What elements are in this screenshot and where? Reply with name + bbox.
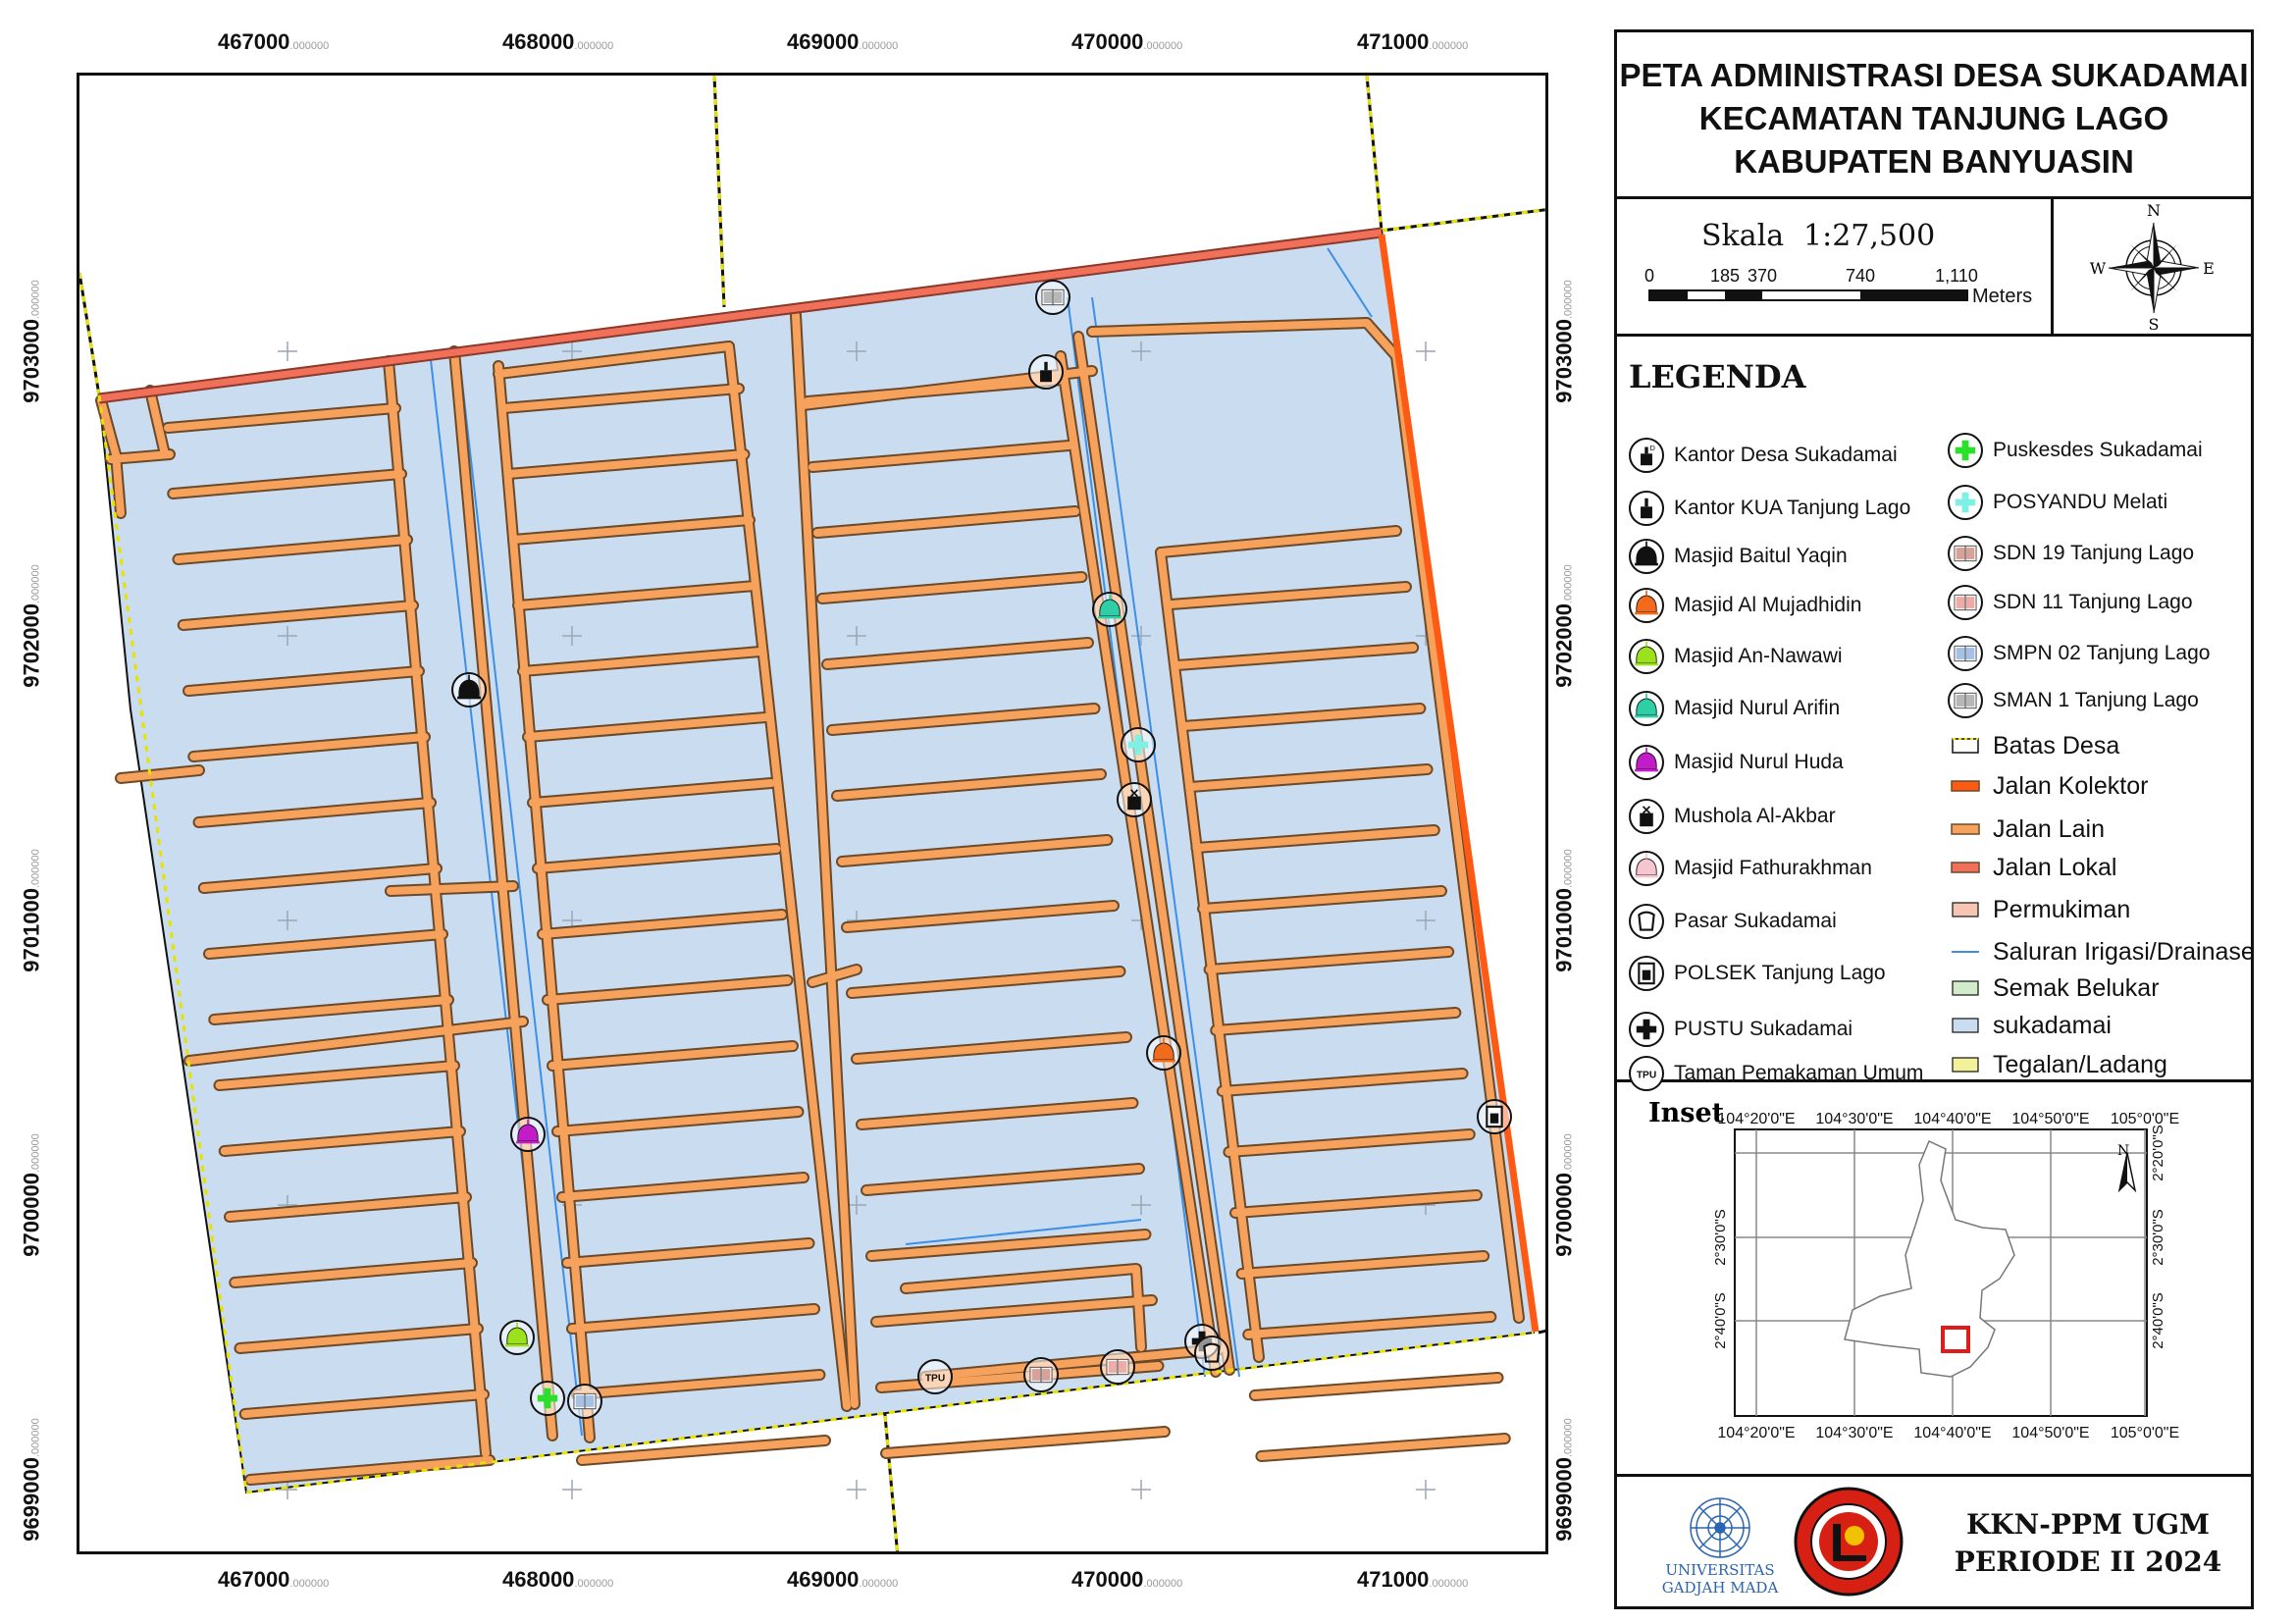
scale-tick-1: 185 <box>1709 266 1741 286</box>
svg-text:2°30'0"S: 2°30'0"S <box>2150 1209 2166 1266</box>
inset-map[interactable] <box>1617 1082 2251 1475</box>
health-cross-icon <box>1946 431 1985 470</box>
legend-item <box>1946 847 2116 888</box>
scale-bar <box>1648 289 1968 301</box>
legend-symbol <box>1627 586 1666 625</box>
poi-marker[interactable] <box>531 1382 564 1415</box>
legend-item <box>1627 688 1840 729</box>
road-line-icon <box>1946 766 1985 806</box>
legend-symbol <box>1946 932 1985 971</box>
village-map[interactable] <box>79 76 1548 1554</box>
legend-label: Saluran Irigasi/Drainase <box>1993 937 2255 966</box>
legend-symbol <box>1946 810 1985 849</box>
legend-item <box>1946 533 2194 574</box>
poi-marker[interactable] <box>1029 355 1063 389</box>
legend-symbol <box>1946 583 1985 622</box>
health-cross-icon <box>1946 483 1985 522</box>
svg-text:GADJAH MADA: GADJAH MADA <box>1661 1579 1779 1597</box>
ugm-logo <box>1656 1491 1784 1597</box>
legend-symbol <box>1946 534 1985 573</box>
legend-label: Masjid An-Nawawi <box>1674 645 1843 667</box>
poi-marker[interactable] <box>1024 1358 1058 1391</box>
legend-label: Puskesdes Sukadamai <box>1993 439 2203 461</box>
north-arrow-box <box>2057 199 2251 334</box>
book-icon <box>1107 1359 1128 1374</box>
svg-text:104°30'0"E: 104°30'0"E <box>1815 1425 1894 1441</box>
police-icon <box>1627 954 1666 993</box>
grid-label-x-bottom: 470000.000000 <box>1071 1567 1183 1592</box>
map-frame[interactable] <box>77 73 1548 1554</box>
svg-text:2°30'0"S: 2°30'0"S <box>1712 1209 1729 1266</box>
legend-symbol <box>1627 849 1666 888</box>
svg-text:2°20'0"S: 2°20'0"S <box>2150 1125 2166 1181</box>
road-segment <box>111 454 170 459</box>
road-segment <box>886 1432 1165 1453</box>
legend-item <box>1627 901 1837 942</box>
mosque-icon <box>1627 689 1666 728</box>
svg-text:104°50'0"E: 104°50'0"E <box>2011 1111 2090 1127</box>
legend-label: Masjid Al Mujadhidin <box>1674 594 1862 616</box>
legend-symbol <box>1627 489 1666 528</box>
svg-text:TPU: TPU <box>924 1373 946 1385</box>
legend-item <box>1627 953 1886 994</box>
svg-text:104°40'0"E: 104°40'0"E <box>1913 1111 1992 1127</box>
poi-marker[interactable] <box>1093 593 1126 626</box>
mosque-icon <box>1627 849 1666 888</box>
svg-text:104°30'0"E: 104°30'0"E <box>1815 1111 1894 1127</box>
area-fill-icon <box>1946 1006 1985 1045</box>
kantor-desa-icon <box>1627 436 1666 475</box>
legend-label: Masjid Fathurakhman <box>1674 857 1872 879</box>
grid-label-y-left: 9702000.000000 <box>19 564 44 688</box>
footer-line1: KKN-PPM UGM <box>1965 1508 2211 1541</box>
footer-line2: PERIODE II 2024 <box>1954 1545 2222 1578</box>
map-title-line3: KABUPATEN BANYUASIN <box>1734 143 2134 180</box>
map-layout-panel <box>1614 29 2254 1609</box>
police-icon <box>1487 1107 1501 1126</box>
inset-block <box>1617 1082 2251 1477</box>
grid-label-x-top: 468000.000000 <box>502 29 614 54</box>
grid-label-x-bottom: 468000.000000 <box>502 1567 614 1592</box>
poi-marker[interactable] <box>452 673 486 707</box>
legend-block <box>1617 337 2255 1084</box>
kkn-ppm-logo <box>1794 1487 1904 1597</box>
legend-symbol <box>1627 1010 1666 1049</box>
legend-item <box>1627 796 1836 837</box>
legend-item <box>1627 536 1848 577</box>
legend-label: Masjid Baitul Yaqin <box>1674 545 1848 567</box>
legend-label: SMPN 02 Tanjung Lago <box>1993 642 2211 664</box>
poi-marker[interactable] <box>568 1385 601 1418</box>
poi-marker[interactable] <box>1118 783 1151 816</box>
mushola-icon <box>1627 797 1666 836</box>
legend-item <box>1627 435 1898 476</box>
road-line-icon <box>1946 810 1985 849</box>
legend-symbol <box>1627 637 1666 676</box>
legend-symbol <box>1627 689 1666 728</box>
legend-symbol <box>1946 766 1985 806</box>
legend-label: Kantor Desa Sukadamai <box>1674 444 1898 466</box>
inset-lon-labels-top <box>1717 1111 2179 1127</box>
legend-symbol <box>1627 743 1666 782</box>
book-icon <box>1946 583 1985 622</box>
north-letter: N <box>2147 201 2161 220</box>
svg-text:2°40'0"S: 2°40'0"S <box>1712 1292 1729 1349</box>
legend-symbol <box>1946 634 1985 673</box>
grid-label-x-bottom: 467000.000000 <box>218 1567 330 1592</box>
poi-marker[interactable] <box>1478 1100 1511 1133</box>
legend-label: Semak Belukar <box>1993 973 2160 1002</box>
grid-label-y-left: 9700000.000000 <box>19 1133 44 1257</box>
grid-label-x-top: 467000.000000 <box>218 29 330 54</box>
book-icon <box>1030 1367 1052 1382</box>
mosque-icon <box>1627 537 1666 576</box>
legend-item <box>1946 430 2203 471</box>
legend-symbol <box>1946 969 1985 1008</box>
footer-text <box>1941 1506 2235 1581</box>
legend-label: PUSTU Sukadamai <box>1674 1018 1853 1040</box>
poi-marker[interactable] <box>1101 1350 1134 1384</box>
legend-item <box>1946 1044 2167 1085</box>
legend-label: POSYANDU Melati <box>1993 491 2168 513</box>
svg-text:N: N <box>2117 1143 2130 1159</box>
road-segment <box>391 886 513 891</box>
title-block <box>1617 32 2251 199</box>
scale-block <box>1617 199 2251 337</box>
scale-tick-4: 1,110 <box>1935 266 1978 286</box>
health-cross-icon <box>1627 1010 1666 1049</box>
legend-label: Tegalan/Ladang <box>1993 1050 2167 1078</box>
compass-rose-icon <box>2057 199 2251 334</box>
mosque-icon <box>1627 743 1666 782</box>
mosque-icon <box>1627 586 1666 625</box>
svg-text:2°40'0"S: 2°40'0"S <box>2150 1292 2166 1349</box>
legend-item <box>1946 482 2167 523</box>
legend-symbol <box>1627 436 1666 475</box>
legend-label: SDN 11 Tanjung Lago <box>1993 591 2193 613</box>
poi-marker[interactable] <box>500 1321 534 1354</box>
legend-item <box>1946 680 2199 721</box>
grid-label-x-top: 471000.000000 <box>1357 29 1469 54</box>
grid-label-y-left: 9699000.000000 <box>19 1418 44 1542</box>
svg-text:D: D <box>1649 443 1655 452</box>
legend-label: SMAN 1 Tanjung Lago <box>1993 689 2199 711</box>
legend-label: Kantor KUA Tanjung Lago <box>1674 497 1911 519</box>
grid-label-x-bottom: 471000.000000 <box>1357 1567 1469 1592</box>
legend-symbol <box>1946 890 1985 929</box>
svg-text:UNIVERSITAS: UNIVERSITAS <box>1665 1561 1775 1579</box>
svg-text:104°40'0"E: 104°40'0"E <box>1913 1425 1992 1441</box>
legend-item <box>1627 1009 1852 1050</box>
map-title-line2: KECAMATAN TANJUNG LAGO <box>1698 100 2169 136</box>
legend-symbol <box>1946 1045 1985 1084</box>
grid-label-y-left: 9703000.000000 <box>19 280 44 403</box>
legend-item <box>1627 636 1843 677</box>
grid-label-x-top: 469000.000000 <box>787 29 899 54</box>
scale-unit: Meters <box>1972 286 2033 307</box>
book-icon <box>574 1393 596 1408</box>
legend-item <box>1627 848 1872 889</box>
legend-item <box>1946 931 2255 972</box>
west-letter: W <box>2089 259 2107 278</box>
svg-text:105°0'0"E: 105°0'0"E <box>2110 1111 2180 1127</box>
legend-label: Batas Desa <box>1993 731 2120 760</box>
book-icon <box>1946 534 1985 573</box>
scale-label: Skala <box>1701 219 1785 253</box>
east-letter: E <box>2203 259 2215 278</box>
legend-label: Taman Pemakaman Umum <box>1674 1062 1924 1084</box>
road-segment <box>1261 1439 1504 1456</box>
book-icon <box>1946 681 1985 720</box>
grid-label-y-right: 9701000.000000 <box>1551 849 1577 972</box>
legend-symbol <box>1627 537 1666 576</box>
legend-label: Jalan Lokal <box>1993 853 2117 881</box>
legend-label: Jalan Kolektor <box>1993 771 2149 800</box>
area-fill-icon <box>1946 969 1985 1008</box>
grid-label-y-right: 9702000.000000 <box>1551 564 1577 688</box>
kua-icon <box>1627 489 1666 528</box>
legend-symbol <box>1627 954 1666 993</box>
book-icon <box>1946 634 1985 673</box>
grid-label-y-left: 9701000.000000 <box>19 849 44 972</box>
legend-item <box>1946 765 2148 807</box>
inset-lat-labels-left <box>1712 1209 1729 1349</box>
footer-block <box>1617 1477 2251 1606</box>
south-letter: S <box>2148 315 2160 334</box>
legend-symbol <box>1946 681 1985 720</box>
poi-marker[interactable] <box>1195 1336 1228 1370</box>
area-fill-icon <box>1946 890 1985 929</box>
road-line-icon <box>1946 848 1985 887</box>
legend-label: Mushola Al-Akbar <box>1674 805 1836 827</box>
legend-symbol <box>1946 431 1985 470</box>
legend-item <box>1946 968 2160 1009</box>
grid-label-y-right: 9703000.000000 <box>1551 280 1577 403</box>
legend-item <box>1946 809 2105 850</box>
legend-title: LEGENDA <box>1629 358 1806 395</box>
svg-text:104°20'0"E: 104°20'0"E <box>1717 1111 1796 1127</box>
legend-item <box>1627 488 1910 529</box>
grid-label-x-top: 470000.000000 <box>1071 29 1183 54</box>
grid-label-y-right: 9699000.000000 <box>1551 1418 1577 1542</box>
legend-item <box>1627 742 1844 783</box>
tpu-icon <box>925 1373 945 1384</box>
poi-marker[interactable] <box>511 1118 545 1151</box>
inset-lat-labels-right <box>2150 1125 2166 1349</box>
scale-tick-0: 0 <box>1644 266 1655 286</box>
market-icon <box>1627 902 1666 941</box>
legend-symbol <box>1627 797 1666 836</box>
legend-symbol <box>1946 848 1985 887</box>
legend-label: Masjid Nurul Huda <box>1674 751 1844 773</box>
water-line-icon <box>1946 932 1985 971</box>
svg-text:105°0'0"E: 105°0'0"E <box>2110 1425 2180 1441</box>
mosque-icon <box>1627 637 1666 676</box>
legend-symbol <box>1946 1006 1985 1045</box>
scale-ratio: 1:27,500 <box>1803 219 1936 253</box>
svg-text:TPU: TPU <box>1636 1070 1657 1081</box>
svg-text:104°20'0"E: 104°20'0"E <box>1717 1425 1796 1441</box>
legend-item <box>1946 1005 2112 1046</box>
legend-label: Permukiman <box>1993 895 2131 923</box>
inset-lon-labels-bottom <box>1717 1425 2179 1441</box>
legend-label: POLSEK Tanjung Lago <box>1674 962 1886 984</box>
legend-label: Masjid Nurul Arifin <box>1674 697 1841 719</box>
legend-symbol <box>1946 726 1985 765</box>
poi-marker[interactable] <box>1122 728 1155 761</box>
area-fill-icon <box>1946 1045 1985 1084</box>
scale-seg <box>1650 291 1688 299</box>
grid-label-x-bottom: 469000.000000 <box>787 1567 899 1592</box>
legend-symbol <box>1627 902 1666 941</box>
legend-item <box>1946 633 2210 674</box>
legend-label: Pasar Sukadamai <box>1674 910 1837 932</box>
legend-symbol <box>1946 483 1985 522</box>
legend-item <box>1627 585 1861 626</box>
book-icon <box>1042 289 1064 304</box>
legend-label: Jalan Lain <box>1993 814 2105 843</box>
poi-marker[interactable] <box>1036 281 1070 314</box>
inset-title: Inset <box>1648 1098 1725 1128</box>
legend-label: sukadamai <box>1993 1011 2112 1039</box>
scale-bar-box <box>1617 199 2054 334</box>
scale-tick-3: 740 <box>1845 266 1876 286</box>
scale-seg <box>1725 291 1762 299</box>
scale-seg <box>1860 291 1966 299</box>
legend-item <box>1946 582 2193 623</box>
boundary-line-icon <box>1946 726 1985 765</box>
poi-marker[interactable] <box>1147 1036 1180 1070</box>
svg-text:104°50'0"E: 104°50'0"E <box>2011 1425 2090 1441</box>
legend-item <box>1946 889 2130 930</box>
legend-item <box>1946 725 2119 766</box>
grid-label-y-right: 9700000.000000 <box>1551 1133 1577 1257</box>
scale-tick-2: 370 <box>1747 266 1778 286</box>
poi-marker[interactable] <box>918 1360 952 1393</box>
legend-label: SDN 19 Tanjung Lago <box>1993 542 2195 564</box>
road-segment <box>1255 1378 1498 1395</box>
map-title-line1: PETA ADMINISTRASI DESA SUKADAMAI <box>1619 57 2249 93</box>
